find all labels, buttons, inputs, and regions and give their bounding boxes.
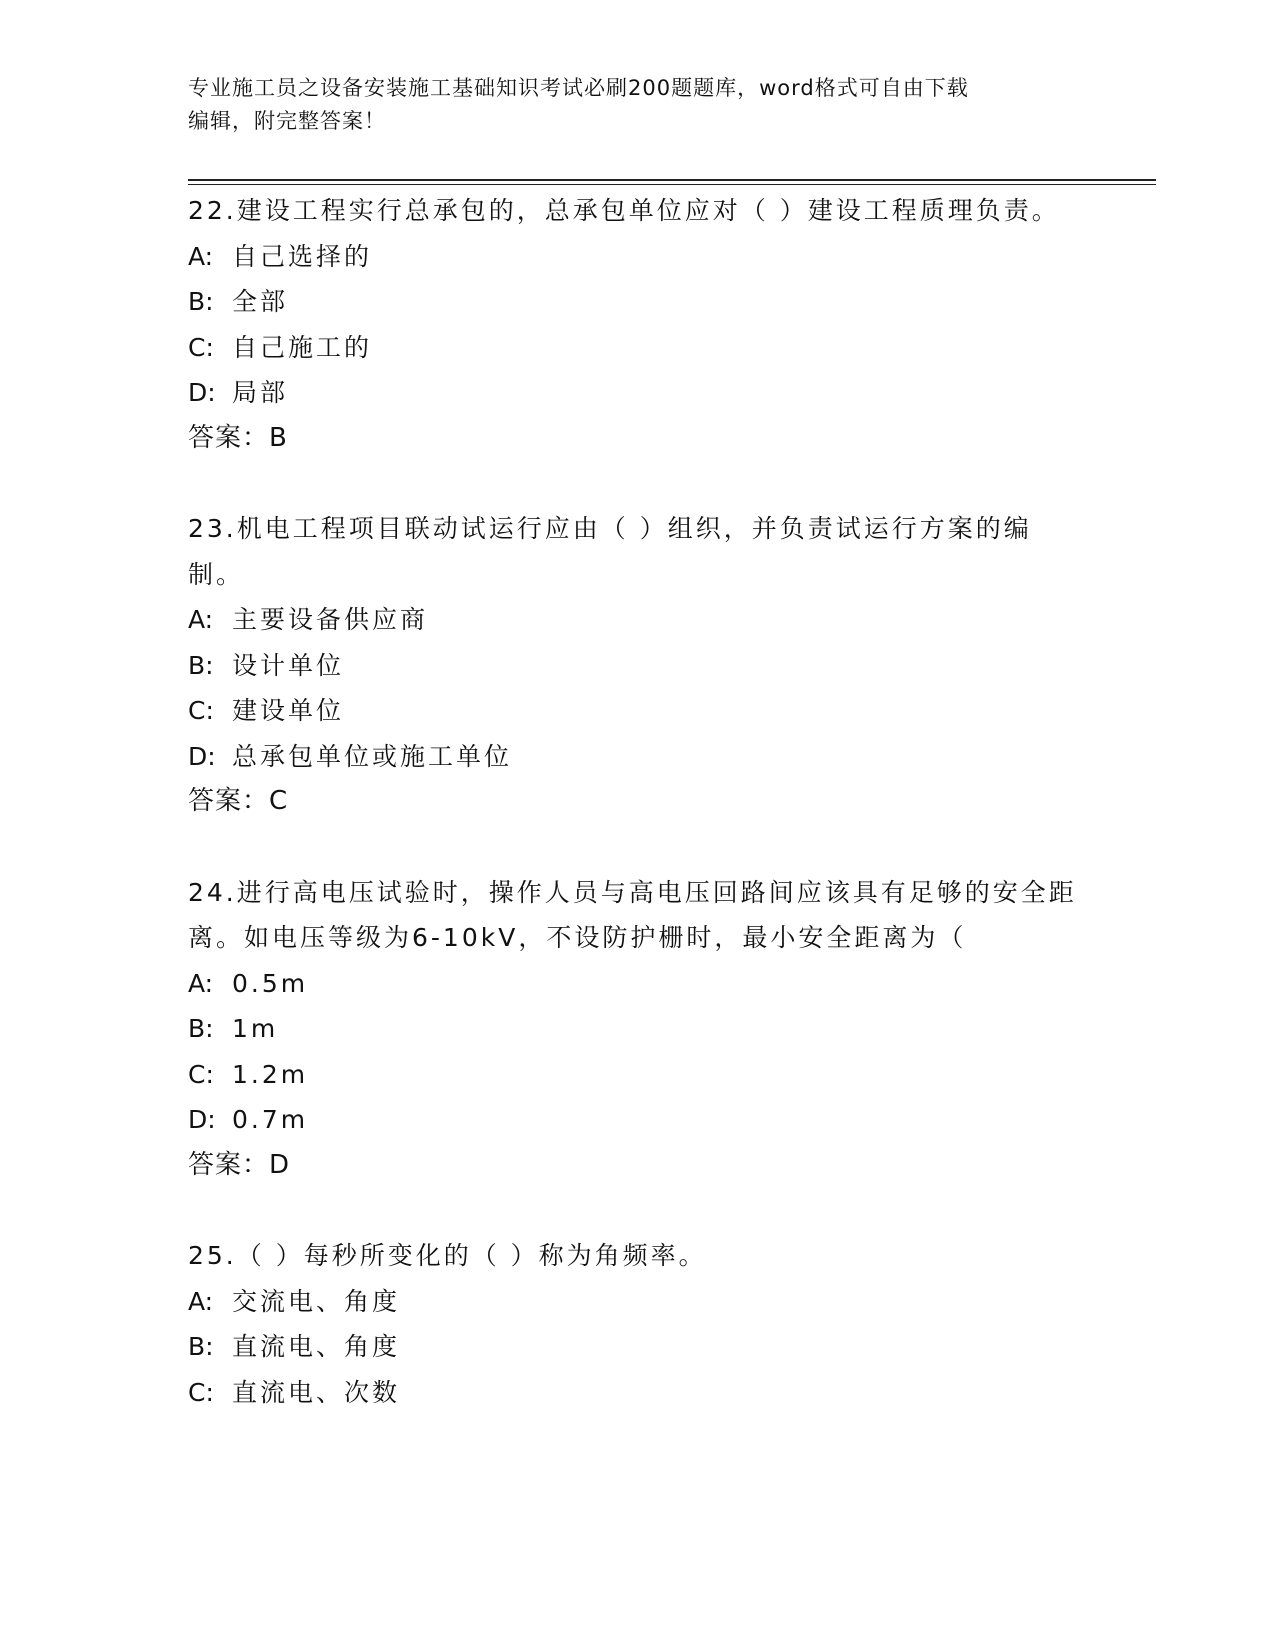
option-d	[188, 1097, 1088, 1143]
option-d	[188, 370, 1088, 416]
option-key: A:	[188, 605, 214, 634]
answer-line: 答案：D	[188, 1149, 291, 1180]
question-23	[188, 506, 1088, 825]
option-key: C:	[188, 696, 214, 725]
question-stem: 23.机电工程项目联动试运行应由（ ）组织，并负责试运行方案的编制。	[188, 514, 1032, 589]
header-title-line-1: 专业施工员之设备安装施工基础知识考试必刷200题题库，word格式可自由下载	[188, 76, 969, 100]
option-d	[188, 734, 1088, 780]
option-b	[188, 1324, 1088, 1370]
header-divider-thin	[188, 184, 1156, 185]
option-text: 设计单位	[232, 650, 345, 680]
answer-line: 答案：B	[188, 422, 288, 453]
question-22	[188, 188, 1088, 461]
option-key: C:	[188, 1377, 214, 1407]
option-key: B:	[188, 1332, 214, 1361]
option-text: 自己施工的	[232, 332, 373, 362]
option-key: B:	[188, 650, 214, 680]
option-a	[188, 961, 1088, 1007]
option-c	[188, 688, 1088, 734]
option-key: D:	[188, 1105, 216, 1134]
option-text: 建设单位	[232, 696, 345, 725]
option-b	[188, 643, 1088, 689]
question-stem: 22.建设工程实行总承包的，总承包单位应对（ ）建设工程质理负责。	[188, 196, 1060, 225]
option-a	[188, 1279, 1088, 1325]
option-text: 局部	[232, 378, 289, 407]
header-title-line-2: 编辑，附完整答案！	[188, 109, 386, 133]
option-a	[188, 597, 1088, 643]
option-c	[188, 325, 1088, 371]
answer-line: 答案：C	[188, 786, 289, 816]
option-key: A:	[188, 241, 214, 271]
question-stem: 25.（ ）每秒所变化的（ ）称为角频率。	[188, 1241, 707, 1270]
option-key: B:	[188, 1014, 214, 1043]
option-text: 主要设备供应商	[232, 605, 429, 634]
option-key: A:	[188, 1286, 214, 1316]
document-header	[188, 72, 1068, 138]
option-text: 交流电、角度	[232, 1286, 401, 1316]
option-c	[188, 1052, 1088, 1098]
option-c	[188, 1370, 1088, 1416]
option-text: 全部	[232, 287, 289, 316]
option-text: 1m	[232, 1014, 279, 1043]
option-text: 直流电、次数	[232, 1377, 401, 1407]
option-key: B:	[188, 287, 214, 316]
option-text: 1.2m	[232, 1059, 309, 1089]
option-text: 自己选择的	[232, 241, 373, 271]
option-text: 0.5m	[232, 968, 309, 998]
question-stem: 24.进行高电压试验时，操作人员与高电压回路间应该具有足够的安全距离。如电压等级为6-10kV，不设防护栅时，最小安全距离为（	[188, 877, 1077, 952]
option-b	[188, 279, 1088, 325]
option-key: C:	[188, 332, 214, 362]
option-text: 直流电、角度	[232, 1332, 401, 1361]
question-24	[188, 870, 1088, 1189]
option-key: D:	[188, 741, 216, 771]
option-text: 总承包单位或施工单位	[232, 741, 513, 771]
option-key: C:	[188, 1059, 214, 1089]
question-25	[188, 1233, 1088, 1415]
option-key: A:	[188, 968, 214, 998]
option-key: D:	[188, 378, 216, 407]
option-a	[188, 234, 1088, 280]
header-divider-thick	[188, 179, 1156, 181]
option-text: 0.7m	[232, 1105, 309, 1134]
question-list	[188, 188, 1088, 1460]
option-b	[188, 1006, 1088, 1052]
